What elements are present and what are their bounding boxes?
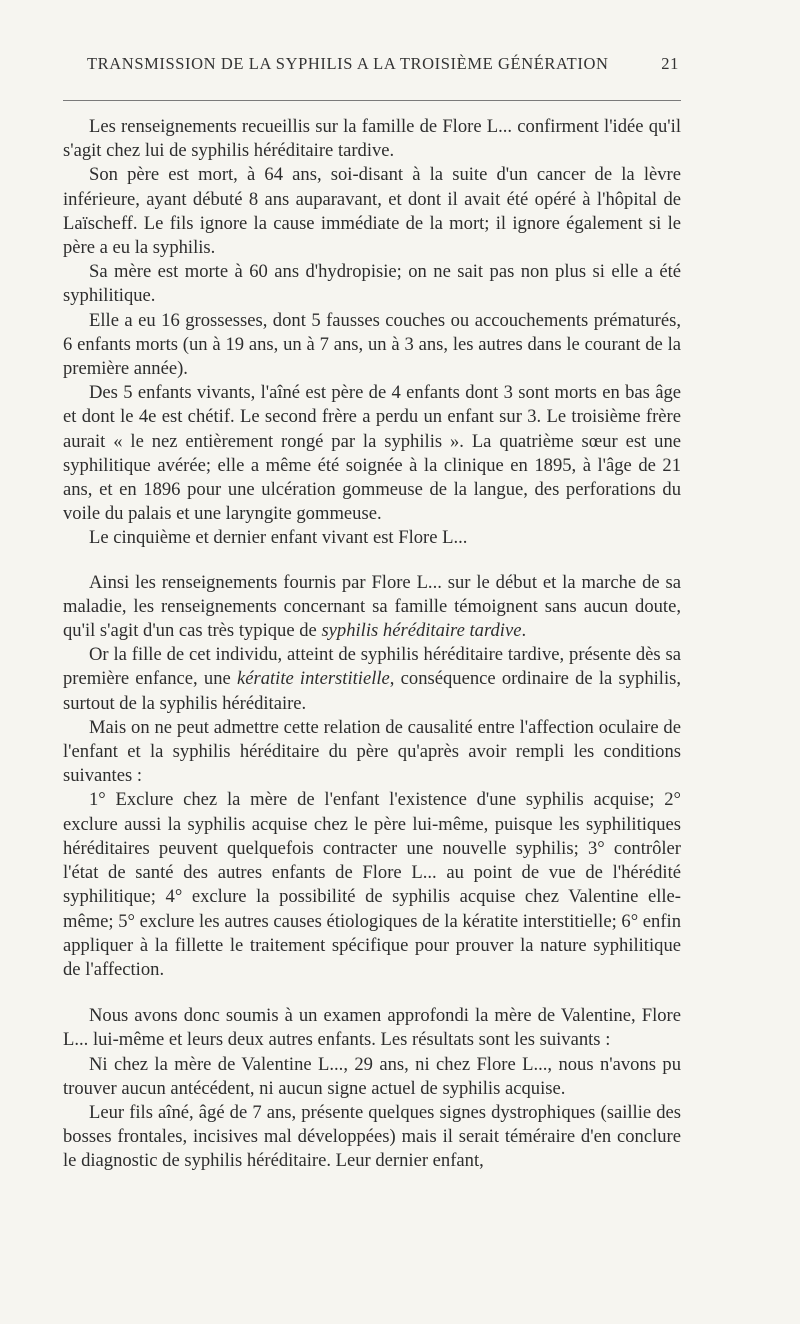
paragraph-text: . <box>521 620 527 642</box>
paragraph-text: Or la fille de cet individu, atteint de syphilis héréditaire tardive, présente dès sa première enfance, une <box>63 644 681 690</box>
paragraph: Elle a eu 16 grossesses, dont 5 fausses couches ou accouchements prématurés, 6 enfants morts (un à 19 ans, un à 7 ans, un à 3 ans, les autres dans le courant de la première année). <box>63 309 681 380</box>
page-number: 21 <box>661 54 679 73</box>
paragraph: Mais on ne peut admettre cette relation de causalité entre l'affection oculaire de l'enfant et la syphilis héréditaire du père qu'après avoir rempli les conditions suivantes : <box>63 716 681 787</box>
paragraph: Son père est mort, à 64 ans, soi-disant à la suite d'un cancer de la lèvre inférieure, ayant débuté 8 ans auparavant, et dont il avait été opéré à l'hôpital de Laïscheff. Le fils ignore la cause immédiate de la mort; il ignore également si le père a eu la syphilis. <box>63 164 681 259</box>
running-header <box>63 54 681 84</box>
paragraph: Les renseignements recueillis sur la famille de Flore L... confirment l'idée qu'il s'agit chez lui de syphilis héréditaire tardive. <box>63 116 681 162</box>
paragraph: Leur fils aîné, âgé de 7 ans, présente quelques signes dystrophiques (saillie des bosses frontales, incisives mal développées) mais il serait téméraire d'en conclure le diagnostic de syphilis héréditaire. Leur dernier enfant, <box>63 1101 681 1172</box>
paragraph <box>63 643 681 716</box>
header-rule <box>63 100 681 101</box>
body-text <box>63 115 681 1174</box>
paragraph: Ni chez la mère de Valentine L..., 29 ans, ni chez Flore L..., nous n'avons pu trouver aucun antécédent, ni aucun signe actuel de syphilis acquise. <box>63 1053 681 1099</box>
paragraph-text: , conséquence ordinaire de la syphilis, surtout de la syphilis héréditaire. <box>63 668 681 714</box>
running-title: TRANSMISSION DE LA SYPHILIS A LA TROISIÈME GÉNÉRATION <box>87 54 609 73</box>
paragraph: Le cinquième et dernier enfant vivant est Flore L... <box>89 527 468 549</box>
paragraph: Nous avons donc soumis à un examen approfondi la mère de Valentine, Flore L... lui-même et leurs deux autres enfants. Les résultats sont les suivants : <box>63 1005 681 1051</box>
paragraph: Des 5 enfants vivants, l'aîné est père de 4 enfants dont 3 sont morts en bas âge et dont le 4e est chétif. Le second frère a perdu un enfant sur 3. Le troisième frère aurait « le nez entièrement rongé par la syphilis ». La quatrième sœur est une syphilitique avérée; elle a même été soignée à la clinique en 1895, à l'âge de 21 ans, et en 1896 pour une ulcération gommeuse de la langue, des perforations du voile du palais et une laryngite gommeuse. <box>63 382 681 525</box>
paragraph <box>63 571 681 644</box>
italic-term: syphilis héréditaire tardive <box>321 620 522 642</box>
paragraph: Sa mère est morte à 60 ans d'hydropisie; on ne sait pas non plus si elle a été syphilitique. <box>63 261 681 307</box>
page <box>63 54 681 1174</box>
italic-term: kératite interstitielle <box>236 668 390 690</box>
paragraph-text: Ainsi les renseignements fournis par Flore L... sur le début et la marche de sa maladie, les renseignements concernant sa famille témoignent sans aucun doute, qu'il s'agit d'un cas très typique de <box>63 571 681 642</box>
paragraph: 1° Exclure chez la mère de l'enfant l'existence d'une syphilis acquise; 2° exclure aussi la syphilis acquise chez le père lui-même, puisque les syphilitiques héréditaires peuvent quelquefois contracter une nouvelle syphilis; 3° contrôler l'état de santé des autres enfants de Flore L... au point de vue de l'hérédité syphilitique; 4° exclure la possibilité de syphilis acquise chez Valentine elle-même; 5° exclure les autres causes étiologiques de la kératite interstitielle; 6° enfin appliquer à la fillette le traitement spécifique pour prouver la nature syphilitique de l'affection. <box>63 789 681 980</box>
